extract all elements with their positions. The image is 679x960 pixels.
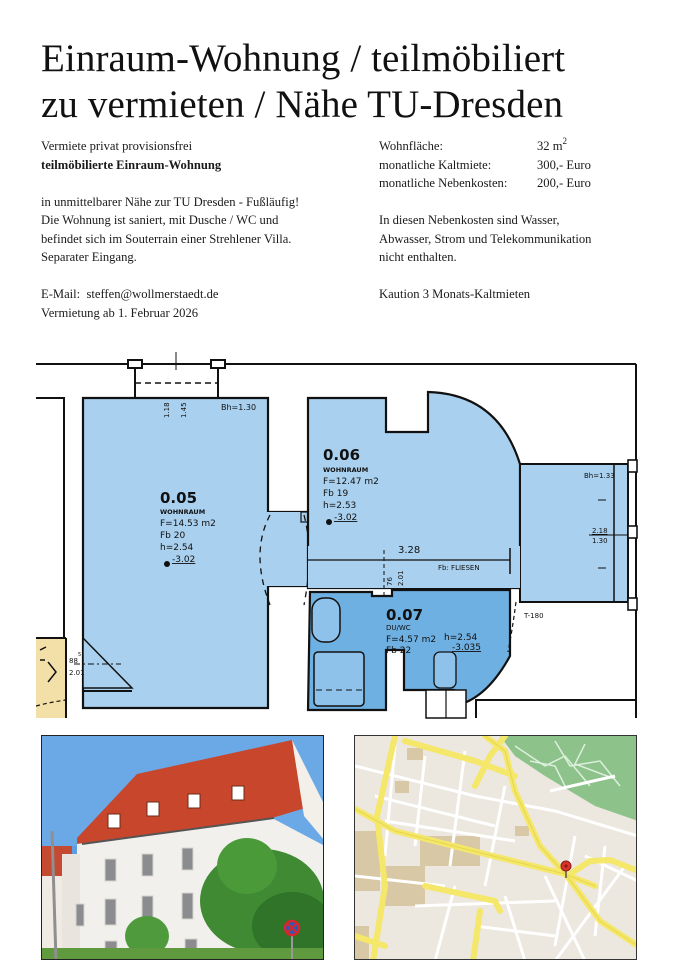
title-line-1: Einraum-Wohnung / teilmöbiliert — [41, 37, 566, 80]
intro-column — [41, 137, 361, 322]
svg-text:-3.02: -3.02 — [334, 513, 358, 523]
svg-text:3.28: 3.28 — [398, 545, 421, 556]
svg-text:F=4.57 m2: F=4.57 m2 — [386, 635, 437, 645]
svg-text:88: 88 — [69, 657, 78, 665]
fact-row-costs — [379, 174, 659, 193]
room-number: 0.05 — [160, 489, 198, 507]
svg-text:1.18: 1.18 — [163, 402, 171, 418]
svg-text:DU/WC: DU/WC — [386, 624, 411, 632]
svg-text:Bh=1.33: Bh=1.33 — [584, 472, 615, 480]
facts-column — [379, 137, 659, 304]
intro-line: Vermiete privat provisionsfrei — [41, 139, 193, 153]
description-line: Die Wohnung ist saniert, mit Dusche / WC und — [41, 213, 279, 227]
description-line: Separater Eingang. — [41, 250, 137, 264]
svg-text:Fb 19: Fb 19 — [323, 489, 349, 499]
description-line: in unmittelbarer Nähe zur TU Dresden - Fußläufig! — [41, 194, 300, 209]
fact-label: Wohnfläche: — [379, 139, 444, 153]
svg-text:WOHNRAUM: WOHNRAUM — [160, 508, 206, 516]
email-link[interactable]: steffen@wollmerstaedt.de — [86, 287, 219, 301]
svg-text:2.01: 2.01 — [69, 669, 85, 677]
note-line: In diesen Nebenkosten sind Wasser, — [379, 213, 560, 227]
svg-text:1.30: 1.30 — [592, 537, 608, 545]
note-line: nicht enthalten. — [379, 250, 457, 264]
svg-text:F=12.47 m2: F=12.47 m2 — [323, 477, 379, 487]
page-title — [41, 36, 565, 128]
svg-text:h=2.54: h=2.54 — [444, 633, 478, 643]
window-label-top: Bh=1.30 — [221, 403, 257, 412]
svg-text:0.07: 0.07 — [386, 606, 424, 624]
description-line: befindet sich im Souterrain einer Strehlener Villa. — [41, 231, 292, 246]
svg-text:1.45: 1.45 — [180, 402, 188, 418]
fact-row-rent — [379, 156, 659, 175]
svg-text:h=2.54: h=2.54 — [160, 543, 194, 553]
fact-row-area — [379, 137, 659, 156]
fact-value: 300,- Euro — [537, 157, 591, 172]
svg-text:Fb 20: Fb 20 — [160, 531, 186, 541]
building-photo — [41, 735, 324, 960]
svg-text:WOHNRAUM: WOHNRAUM — [323, 466, 369, 474]
intro-bold-line: teilmöbilierte Einraum-Wohnung — [41, 157, 222, 172]
svg-text:2.18: 2.18 — [592, 527, 608, 535]
svg-text:Fb: FLIESEN: Fb: FLIESEN — [438, 564, 480, 572]
location-map[interactable] — [354, 735, 637, 960]
svg-text:0.06: 0.06 — [323, 446, 361, 464]
svg-text:T-180: T-180 — [524, 612, 544, 620]
fact-value: 32 $m^2$ — [537, 136, 568, 153]
fact-value: 200,- Euro — [537, 176, 591, 190]
title-line-2: zu vermieten / Nähe TU-Dresden — [41, 83, 564, 126]
svg-text:-3.035: -3.035 — [452, 643, 482, 653]
floor-plan — [36, 350, 642, 722]
note-line: Abwasser, Strom und Telekommunikation — [379, 231, 592, 246]
svg-text:Fb 22: Fb 22 — [386, 646, 412, 656]
svg-text:2.01: 2.01 — [397, 570, 405, 586]
svg-text:h=2.53: h=2.53 — [323, 501, 357, 511]
svg-text:76: 76 — [386, 577, 394, 586]
fact-label: monatliche Nebenkosten: — [379, 176, 508, 190]
email-row — [41, 285, 361, 304]
fact-label: monatliche Kaltmiete: — [379, 157, 492, 172]
email-label: E-Mail: — [41, 287, 81, 301]
deposit: Kaution 3 Monats-Kaltmieten — [379, 287, 531, 301]
svg-text:-3.02: -3.02 — [172, 555, 196, 565]
svg-text:5: 5 — [78, 652, 82, 658]
svg-text:F=14.53 m2: F=14.53 m2 — [160, 519, 216, 529]
availability: Vermietung ab 1. Februar 2026 — [41, 305, 199, 320]
